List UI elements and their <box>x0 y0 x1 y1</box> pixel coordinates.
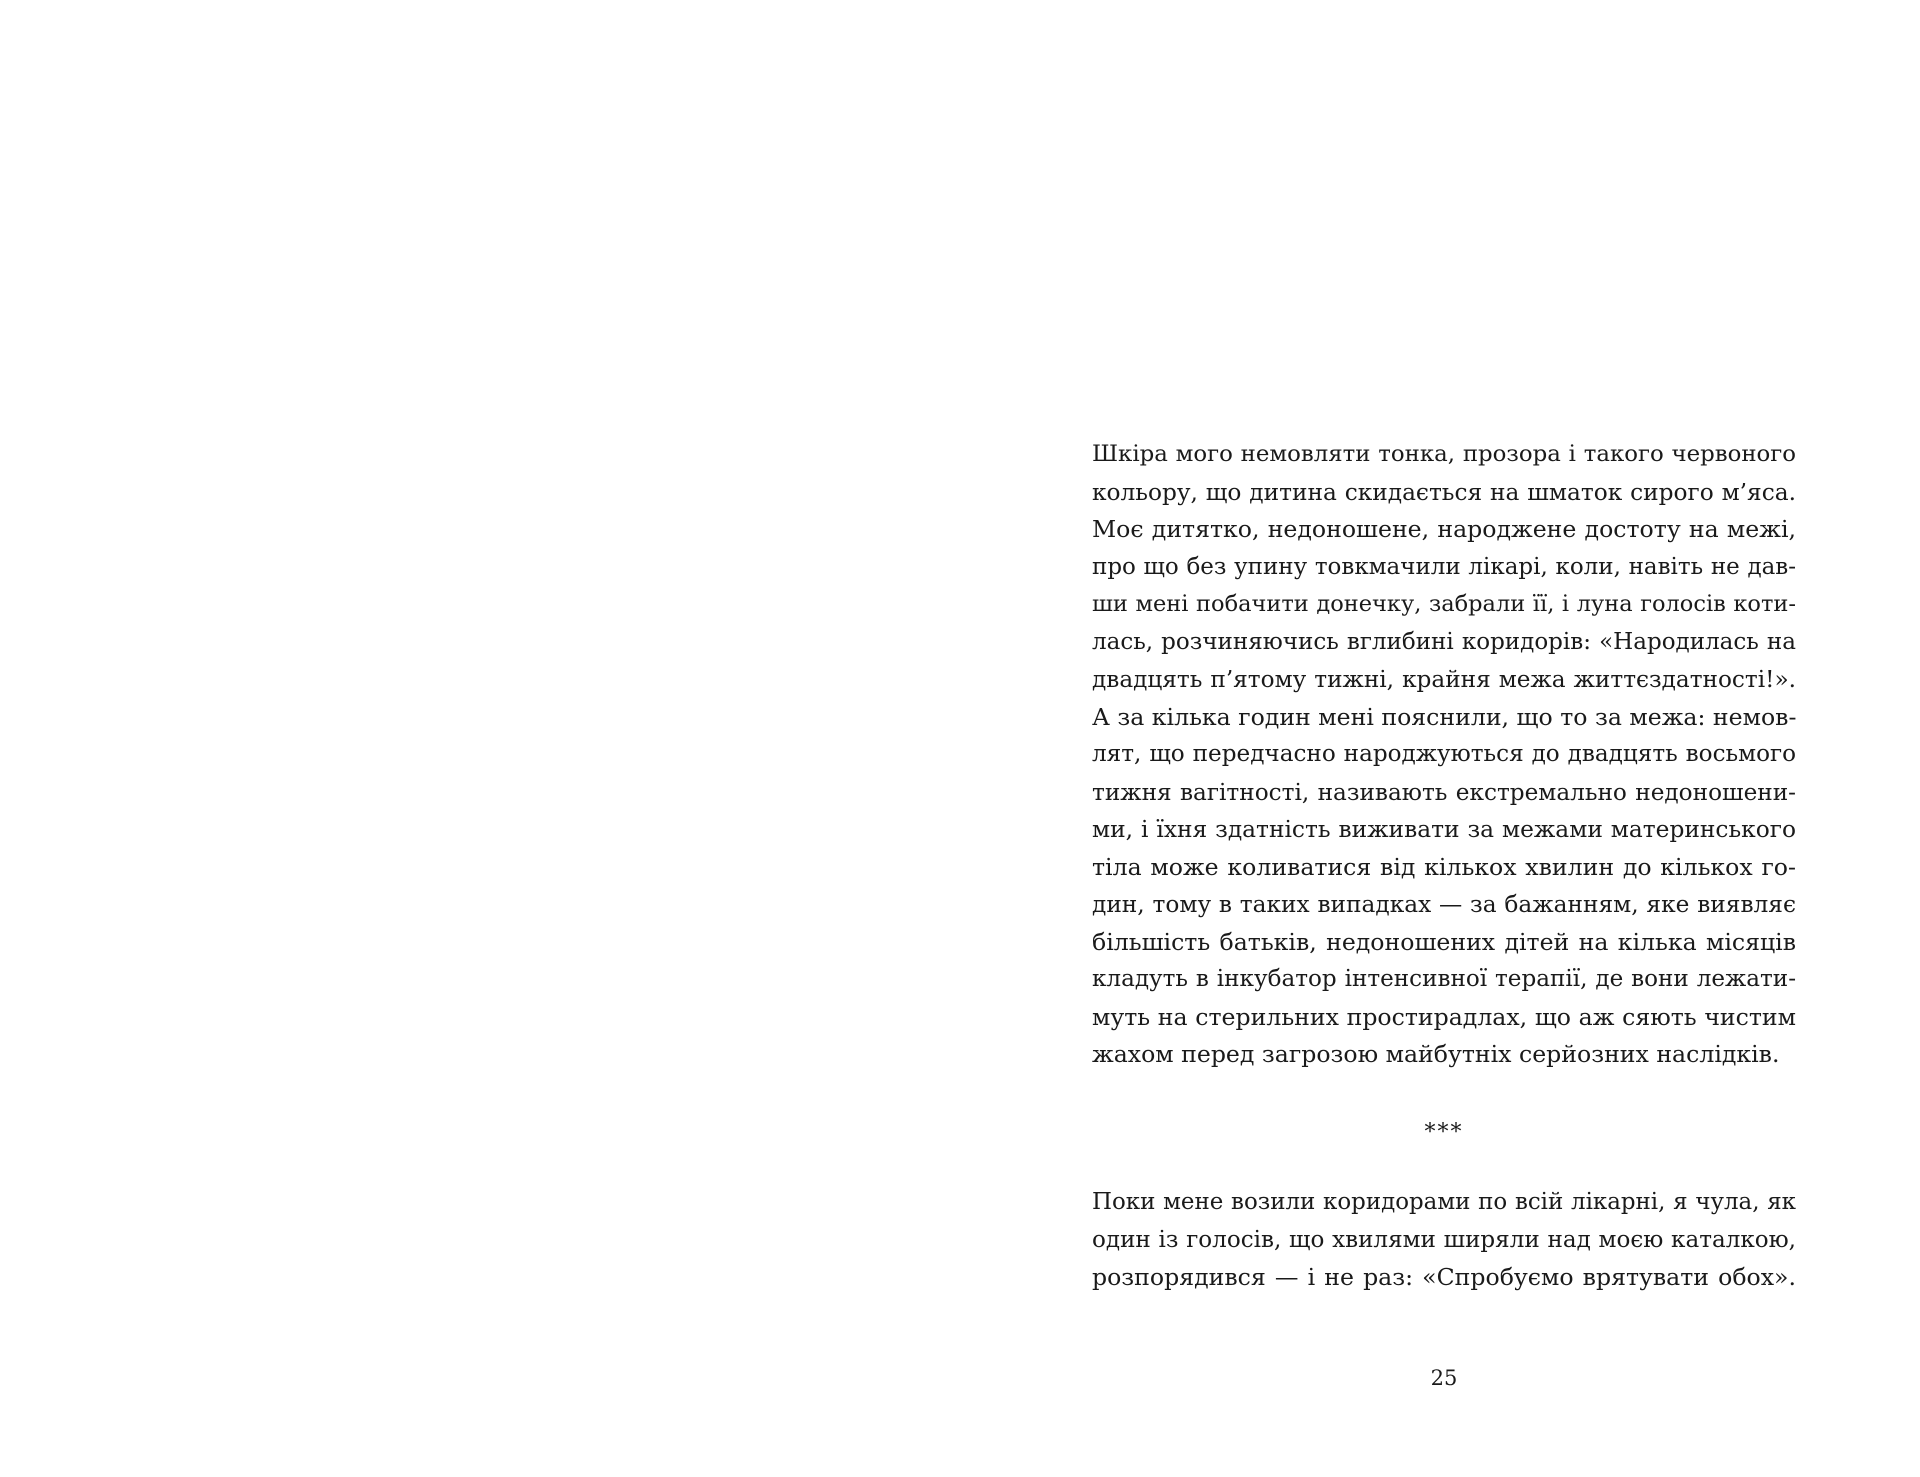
text-line: Поки мене возили коридорами по всій лікарні, я чула, як <box>1092 1189 1796 1215</box>
text-line: лась, розчиняючись вглибині коридорів: «Народилась на <box>1092 628 1796 655</box>
page-number: 25 <box>1430 1366 1458 1390</box>
text-line: тижня вагітності, називають екстремально недоношени- <box>1092 778 1796 806</box>
text-line: лят, що передчасно народжуються до двадцять восьмого <box>1092 741 1796 767</box>
text-line: А за кілька годин мені пояснили, що то за межа: немов- <box>1092 702 1797 731</box>
text-line: дин, тому в таких випадках — за бажанням, яке виявляє <box>1092 891 1796 918</box>
text-line: Шкіра мого немовляти тонка, прозора і такого червоного <box>1092 441 1796 467</box>
text-line: більшість батьків, недоношених дітей на кілька місяців <box>1092 927 1796 956</box>
text-line: ми, і їхня здатність виживати за межами материнського <box>1092 816 1796 843</box>
paragraph-1 <box>1092 436 1796 1074</box>
text-line: ши мені побачити донечку, забрали її, і луна голосів коти- <box>1092 591 1796 617</box>
text-line: про що без упину товкмачили лікарі, коли, навіть не дав- <box>1092 553 1796 580</box>
text-line: один із голосів, що хвилями ширяли над моєю каталкою, <box>1092 1226 1796 1253</box>
section-separator: *** <box>1424 1120 1464 1145</box>
right-page <box>960 0 1920 1477</box>
text-line: Моє дитятко, недоношене, народжене достоту на межі, <box>1092 515 1796 543</box>
text-line: жахом перед загрозою майбутніх серйозних наслідків. <box>1092 1040 1780 1068</box>
text-line: кладуть в інкубатор інтенсивної терапії, де вони лежати- <box>1092 966 1796 992</box>
text-line: кольору, що дитина скидається на шматок сирого м’яса. <box>1092 478 1796 506</box>
text-line: муть на стерильних простирадлах, що аж сяють чистим <box>1092 1002 1796 1031</box>
text-line: розпорядився — і не раз: «Спробуємо врятувати обох». <box>1092 1263 1796 1291</box>
text-line: двадцять п’ятому тижні, крайня межа життєздатності!». <box>1092 666 1796 693</box>
paragraph-2 <box>1092 1184 1796 1297</box>
text-line: тіла може коливатися від кількох хвилин до кількох го- <box>1092 852 1796 881</box>
